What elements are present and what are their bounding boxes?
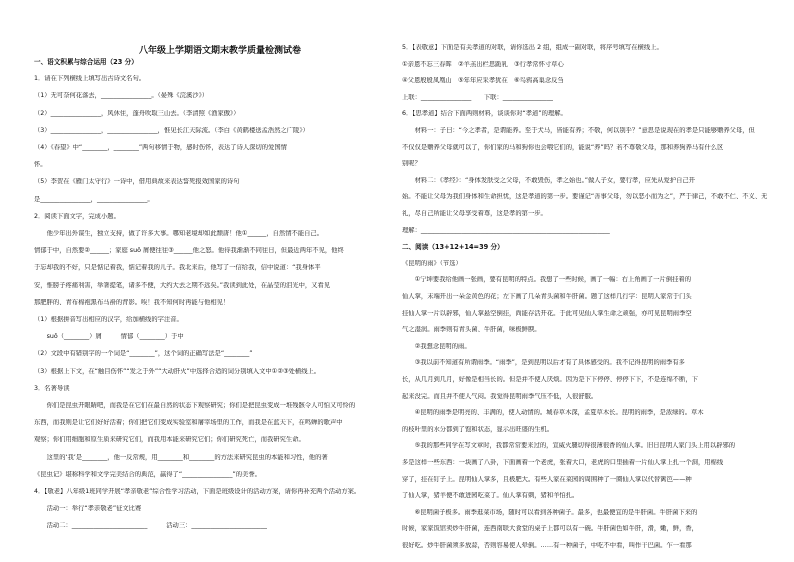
right-text-line: 理解：____________________________________________________________ (402, 226, 610, 234)
right-text-line: 气之湿润。雨季则有青头菌、牛肝菌，味极鲜腴。 (402, 326, 541, 334)
left-text-line: 《昆虫记》堪称科学和文学完美结合的典范，赢得了“________________”的美誉。 (34, 470, 261, 478)
left-text-line: 怀。 (34, 161, 47, 169)
right-text-line: ⑥昆明菌子极多。雨季逛菜市场，随时可以看到各种菌子。最多，也最便宜的是牛肝菌。牛肝菌下来的 (402, 508, 698, 516)
left-text-line: （2）________________，风休住，蓬舟吹取三山去。（李清照《渔家傲》） (34, 109, 240, 117)
left-text-line: 你们是昆虫开眼睛吧，而我是在它们在最自然的状态下观察研究；你们是把昆虫变成一堆残骸令人可怕又可怜的 (34, 402, 356, 409)
left-text-line: 情郁于中，自然要②______；家庭 suǒ 屑便往往③______他之怒。他待我渐渐不同往日，但最近两年不见，他终 (34, 247, 344, 255)
left-text-line: 2．阅读下面文字，完成小题。 (34, 212, 120, 220)
right-text-line: ④昆明的雨季是明亮的、丰满的，使人动情的。城春草木深，孟夏草木长。昆明的雨季，是浓绿的。草木 (402, 409, 704, 417)
left-text-line: 观察；你们用细胞和原生质来研究它们，而我用本能来研究它们；你们研究死亡，而我研究生命。 (34, 436, 305, 444)
left-text-line: 东西，而我则是让它们好好活着；你们把它们变成实验室和屠宰场里的工作，而我是在蓝天下，在鸣蝉的歌声中 (34, 419, 343, 427)
left-text-line: （5）李贺在《雁门太守行》一诗中，借用典故来表达誓死报效国家的诗句 (34, 178, 240, 186)
right-text-line: 仙人掌，末端开出一朵金黄色的花；左下画了几朵青头菌和牛肝菌。题了这样几行字：昆明人家常于门头 (402, 293, 692, 300)
right-text-line: 挂仙人掌一片以辟邪，仙人掌悬空倒挂，尚能存活开花。于此可见仙人掌生命之顽强，亦可见昆明雨季空 (402, 309, 692, 317)
right-text-line: 很好吃。炒牛肝菌须多放蒜，否则容易使人晕倒。……有一种菌子，中吃不中看，叫作干巴菌。乍一看那 (402, 542, 692, 549)
right-text-line: 不仅仅是赡养父母就可以了，你们家的马和狗你也会喂它们的，能说“养”吗？若不尊敬父母，那和养狗养马有什么区 (402, 143, 724, 151)
right-text-line: ①亲恩不忘三春晖 ②羊羔出栏思跪乳 ③行孝常怀寸草心 (402, 60, 564, 68)
left-text-line: 这里的‘我’是________，他一反常规，用________和________的方法来研究昆虫的本能和习性，他的著 (34, 453, 328, 461)
right-text-line: 起来没完。而且并不使人气闷。我觉得昆明雨季气压不低，人很舒服。 (402, 392, 598, 400)
right-text-line: 的枝叶里的水分都到了饱和状态，显示出旺盛的生机。 (402, 425, 554, 433)
right-text-line: 5．【表敬意】下面是有关孝道的对联，请你选出 2 组，组成一副对联，将序号填写在横线上。 (402, 44, 663, 51)
right-text-line: ③我以前不知道有所谓雨季。“雨季”，是到昆明以后才有了具体感受的。我不记得昆明的雨季有多 (402, 359, 685, 367)
right-text-line: ①宁坤要我给他画一张画，要有昆明的特点。我想了一些时候，画了一幅：右上角画了一片倒挂着的 (402, 276, 692, 284)
right-text-line: 始。不能让父母为我们身体和生命担忧，这是孝道的第一步。要谨记“善事父母，勿以恶小而为之”，严于律己，不敢不仁、不义、无 (402, 193, 768, 201)
left-text-line: 于忘却我的不好，只是惦记着我，惦记着我的儿子。我北来后，他写了一信给我，信中说道：“我身体平 (34, 264, 321, 272)
left-text-line: 1．请在下列横线上填写出古诗文名句。 (34, 75, 146, 83)
right-text-line: 穿了，挂在钉子上。昆明仙人掌多，且极肥大。有些人家在菜园的周围种了一圈仙人掌以代替篱笆——种 (402, 475, 692, 483)
left-text-line: 他少年出外谋生，独立支持，做了许多大事。哪知老境却如此颓唐！他①______，自然情不能自己。 (34, 230, 324, 237)
right-text-line: 多是这样一些东西：一块画了八卦，下面画着一个老虎，张着大口，老虎的口里插着一片仙人掌上扎一个洞，用棉线 (402, 459, 724, 466)
left-text-line: 3．名著导读 (34, 384, 70, 392)
left-text-line: 一、语文积累与综合运用（23 分） (34, 58, 138, 66)
left-text-line: suǒ（________）屑 情郁（________）于中 (34, 333, 184, 341)
left-text-line: （1）无可奈何花落去，________________。（晏殊《浣溪沙》） (34, 92, 209, 100)
right-text-line: ④父恩殷殷凤凰山 ⑤年年应采孝犹在 ⑥鸟鸦高巢念反刍 (402, 77, 564, 85)
right-text-line: 6．【思孝道】结合下面两则材料，谈谈你对“孝道”的理解。 (402, 110, 567, 118)
right-text-line: 材料一：子曰：“今之孝者，是谓能养。至于犬马，皆能有养；不敬，何以别乎？”意思是说现在的孝是只能够赡养父母，但 (402, 127, 755, 134)
right-text-line: 《昆明的雨》（节选） (402, 259, 462, 267)
left-text-line: 4．【敬老】八年级1班同学开展“孝亲敬老”综合性学习活动，下面是班级设计的活动方案，请你再补充两个活动方案。 (34, 488, 361, 495)
right-text-line: 二、阅读（13+12+14=39 分） (402, 243, 504, 252)
right-text-line: ⑤我的那些同学在写文章时，我都常常要来过的，宣威火腿切得很薄很香的仙人掌。旧日昆明人家门头上用以辟邪的 (402, 442, 736, 450)
left-text-line: 活动二：________________________ 活动三：________________________ (34, 522, 267, 530)
right-text-line: 别呢？ (402, 160, 421, 168)
right-text-line: 上联：________________ 下联：________________ (402, 93, 554, 101)
exam-title: 八年级上学期语文期末教学质量检测试卷 (138, 46, 301, 56)
right-text-line: 时候，家家饭馆卖炒牛肝菌，连西南联大食堂的桌子上都可以有一碗。牛肝菌色如牛肝，滑，嫩，鲜，香， (402, 525, 698, 533)
left-text-line: 活动一：举行“孝亲敬老”征文比赛 (34, 505, 142, 513)
left-text-line: （2）文段中有错别字的一个词是“________”，这个词的正确写法是“________” (34, 350, 253, 358)
right-text-line: 礼，尽自己所能让父母享受着尊，这是孝的第一步。 (402, 210, 547, 217)
right-text-line: 长，从几月到几月，好像是相当长的。但是并不使人厌烦。因为是下下停停、停停下下，不是连绵不断，下 (402, 376, 698, 383)
left-text-line: 安，惟膀子疼痛利害，举箸提笔，诸多不便，大约大去之期不远矣。”我读到此处，在晶莹的泪光中，又看见 (34, 281, 331, 289)
left-text-line: （3）根据上下文，在“触目伤怀”“发之于外”“大动肝火”中选择合适的词分别填入文中①②③处横线上。 (34, 367, 321, 375)
left-text-line: 是________________，________________。 (34, 195, 154, 203)
right-text-line: 了仙人掌，猪羊便不敢进园吃菜了。仙人掌有刺，猪和羊怕扎。 (402, 492, 579, 500)
left-text-line: （4）《春望》中“________，________”两句移情于物，感时伤怀，表达了诗人深切的爱国情 (34, 144, 287, 151)
left-text-line: （3）________________，________________，惟见长江天际流。（李白《黄鹤楼送孟浩然之广陵》） (34, 126, 309, 134)
left-text-line: （1）根据拼音写出相应的汉字，给加横线的字注音。 (34, 316, 183, 323)
left-text-line: 那肥胖的、青布棉袍黑布马褂的背影。唉！我不知何时再能与他相见！ (34, 298, 230, 306)
right-text-line: ②我想念昆明的雨。 (402, 342, 471, 350)
right-text-line: 材料二：《孝经》：“身体发肤受之父母，不敢毁伤，孝之始也。”做人子女，要行孝，应先从爱护自己开 (402, 176, 696, 184)
